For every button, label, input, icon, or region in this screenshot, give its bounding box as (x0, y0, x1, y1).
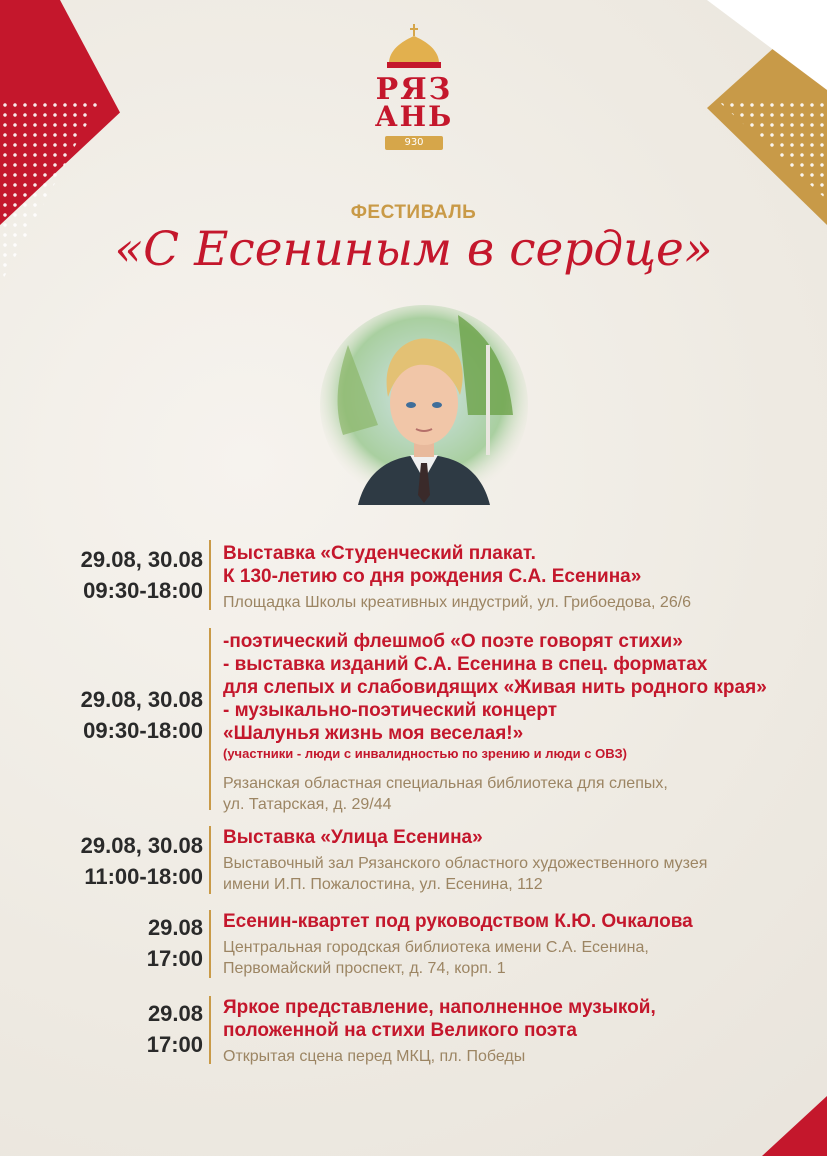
event-datetime (40, 830, 203, 892)
event-datetime (40, 998, 203, 1060)
event-title-line: для слепых и слабовидящих «Живая нить родного края» (223, 677, 767, 698)
logo-line-1: РЯЗ (375, 72, 453, 107)
logo-line-2: АНЬ (374, 100, 454, 133)
event-description (223, 630, 813, 815)
event-dates: 29.08 (147, 1001, 203, 1026)
event-title-line: -поэтический флешмоб «О поэте говорят стихи» (223, 631, 683, 652)
logo-year-badge: 930 (385, 136, 443, 150)
event-divider (209, 540, 211, 610)
event-time: 11:00-18:00 (84, 864, 203, 889)
event-time: 17:00 (146, 1032, 203, 1057)
event-description (223, 826, 813, 895)
event-note: (участники - люди с инвалидностью по зрению и люди с ОВЗ) (223, 746, 627, 761)
event-description (223, 542, 813, 613)
event-title-line: - выставка изданий С.А. Есенина в спец. форматах (223, 654, 708, 675)
poet-portrait-illustration (318, 305, 530, 515)
event-title-line: - музыкально-поэтический концерт (223, 700, 558, 721)
event-datetime (40, 684, 203, 746)
event-time: 09:30-18:00 (83, 578, 203, 603)
poet-portrait (318, 305, 530, 515)
event-venue: Выставочный зал Рязанского областного художественного музея (223, 855, 708, 872)
event-description (223, 910, 813, 979)
event-venue: Рязанская областная специальная библиотека для слепых, (223, 775, 668, 792)
event-time: 09:30-18:00 (83, 718, 203, 743)
event-title-line: «Шалунья жизнь моя веселая!» (223, 723, 524, 744)
event-venue: ул. Татарская, д. 29/44 (223, 796, 392, 813)
event-dates: 29.08 (147, 915, 203, 940)
event-title-line: положенной на стихи Великого поэта (223, 1020, 577, 1041)
event-dates: 29.08, 30.08 (80, 833, 203, 858)
event-title-line: Выставка «Студенческий плакат. (223, 543, 536, 564)
festival-title: «С Есениным в сердце» (114, 222, 713, 277)
event-divider (209, 826, 211, 894)
event-time: 17:00 (146, 946, 203, 971)
event-dates: 29.08, 30.08 (80, 547, 203, 572)
event-divider (209, 910, 211, 978)
festival-label: ФЕСТИВАЛЬ (350, 202, 477, 223)
event-venue: Открытая сцена перед МКЦ, пл. Победы (223, 1048, 526, 1065)
event-datetime (40, 544, 203, 606)
corner-decoration-bottom-right (762, 1096, 827, 1156)
event-divider (209, 996, 211, 1064)
event-divider (209, 628, 211, 810)
event-venue: Площадка Школы креативных индустрий, ул. Грибоедова, 26/6 (223, 594, 692, 611)
event-title-line: Выставка «Улица Есенина» (223, 827, 483, 848)
event-venue: Центральная городская библиотека имени С.А. Есенина, (223, 939, 649, 956)
event-title-line: К 130-летию со дня рождения С.А. Есенина» (223, 566, 642, 587)
city-logo (365, 22, 463, 152)
event-venue: Первомайский проспект, д. 74, корп. 1 (223, 960, 506, 977)
event-venue: имени И.П. Пожалостина, ул. Есенина, 112 (223, 876, 543, 893)
event-title-line: Яркое представление, наполненное музыкой, (223, 997, 656, 1018)
event-datetime (40, 912, 203, 974)
event-dates: 29.08, 30.08 (80, 687, 203, 712)
event-title-line: Есенин-квартет под руководством К.Ю. Очкалова (223, 911, 693, 932)
event-description (223, 996, 813, 1067)
